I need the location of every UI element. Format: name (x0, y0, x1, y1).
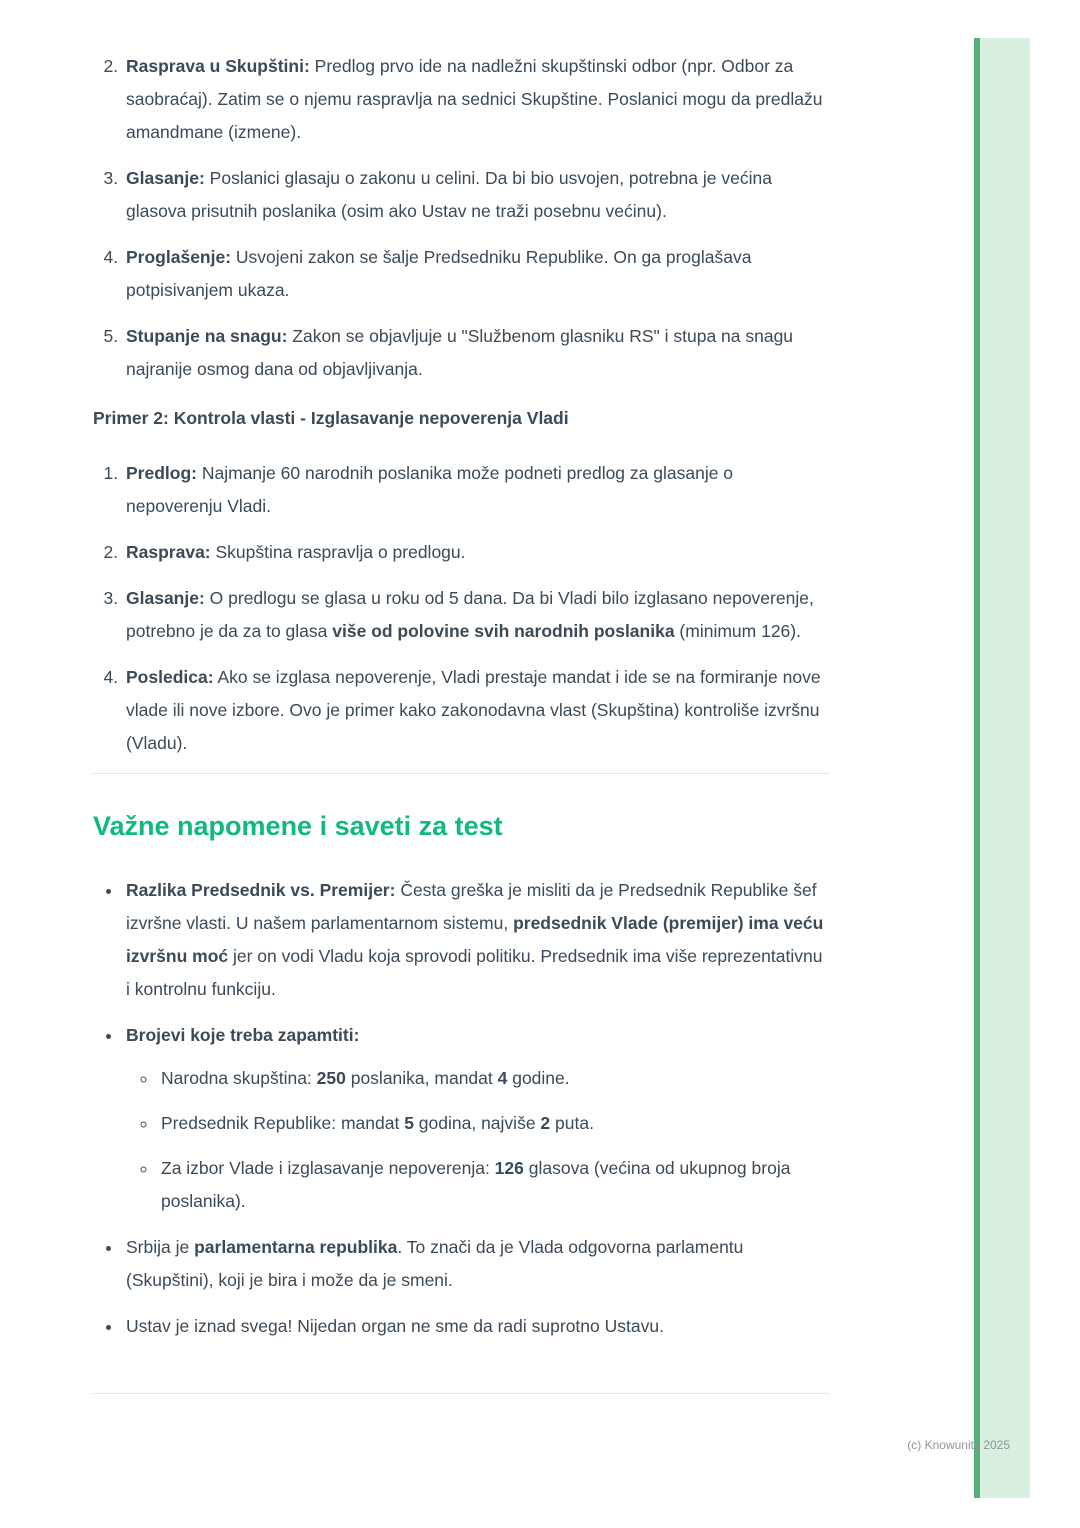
legislative-procedure-list (93, 50, 830, 386)
list-item (123, 1019, 830, 1218)
list-item: • Srbija je parlamentarna republika. To znači da je Vlada odgovorna parlamentu (Skupštini), koji je bira i može da je smeni. (123, 1231, 830, 1297)
list-item: 3. Glasanje: Poslanici glasaju o zakonu u celini. Da bi bio usvojen, potrebna je većina glasova prisutnih poslanika (osim ako Ustav ne traži posebnu većinu). (123, 162, 830, 228)
list-item: • Razlika Predsednik vs. Premijer: Česta greška je misliti da je Predsednik Republike šef izvršne vlasti. U našem parlamentarnom sistemu, predsednik Vlade (premijer) ima veću izvršnu moć jer on vodi Vladu koja sprovodi politiku. Predsednik ima više reprezentativnu i kontrolnu funkciju. (123, 874, 830, 1006)
no-confidence-procedure-list (93, 457, 830, 760)
list-item: 4. Posledica: Ako se izglasa nepoverenje, Vladi prestaje mandat i ide se na formiranje nove vlade ili nove izbore. Ovo je primer kako zakonodavna vlast (Skupština) kontroliše izvršnu (Vladu). (123, 661, 830, 760)
list-item: 4. Proglašenje: Usvojeni zakon se šalje Predsedniku Republike. On ga proglašava potpisivanjem ukaza. (123, 241, 830, 307)
notes-list (93, 874, 830, 1343)
copyright-text: (c) Knowunity 2025 (907, 1438, 1010, 1452)
bottom-divider (93, 1393, 830, 1394)
list-item: 2. Rasprava u Skupštini: Predlog prvo ide na nadležni skupštinski odbor (npr. Odbor za saobraćaj). Zatim se o njemu raspravlja na sednici Skupštine. Poslanici mogu da predlažu amandmane (izmene). (123, 50, 830, 149)
primer2-heading: Primer 2: Kontrola vlasti - Izglasavanje nepoverenja Vladi (93, 408, 569, 428)
document-content (93, 0, 830, 1394)
list-item: 2. Rasprava: Skupština raspravlja o predlogu. (123, 536, 830, 569)
page-edge-stripe (980, 38, 1030, 1498)
numbers-sub-list (126, 1062, 830, 1218)
list-item: 3. Glasanje: O predlogu se glasa u roku od 5 dana. Da bi Vladi bilo izglasano nepoverenje, potrebno je da za to glasa više od polovine svih narodnih poslanika (minimum 126). (123, 582, 830, 648)
list-item-text: Brojevi koje treba zapamtiti: (126, 1025, 360, 1045)
list-item: 1. Predlog: Najmanje 60 narodnih poslanika može podneti predlog za glasanje o nepoverenju Vladi. (123, 457, 830, 523)
list-item: • Ustav je iznad svega! Nijedan organ ne sme da radi suprotno Ustavu. (123, 1310, 830, 1343)
sub-list-item: ◦ Za izbor Vlade i izglasavanje nepoverenja: 126 glasova (većina od ukupnog broja poslanika). (158, 1152, 830, 1218)
sub-list-item: ◦ Predsednik Republike: mandat 5 godina, najviše 2 puta. (158, 1107, 830, 1140)
list-item: 5. Stupanje na snagu: Zakon se objavljuje u "Službenom glasniku RS" i stupa na snagu najranije osmog dana od objavljivanja. (123, 320, 830, 386)
notes-section-heading: Važne napomene i saveti za test (93, 811, 503, 841)
sub-list-item: ◦ Narodna skupština: 250 poslanika, mandat 4 godine. (158, 1062, 830, 1095)
section-divider (93, 773, 830, 774)
